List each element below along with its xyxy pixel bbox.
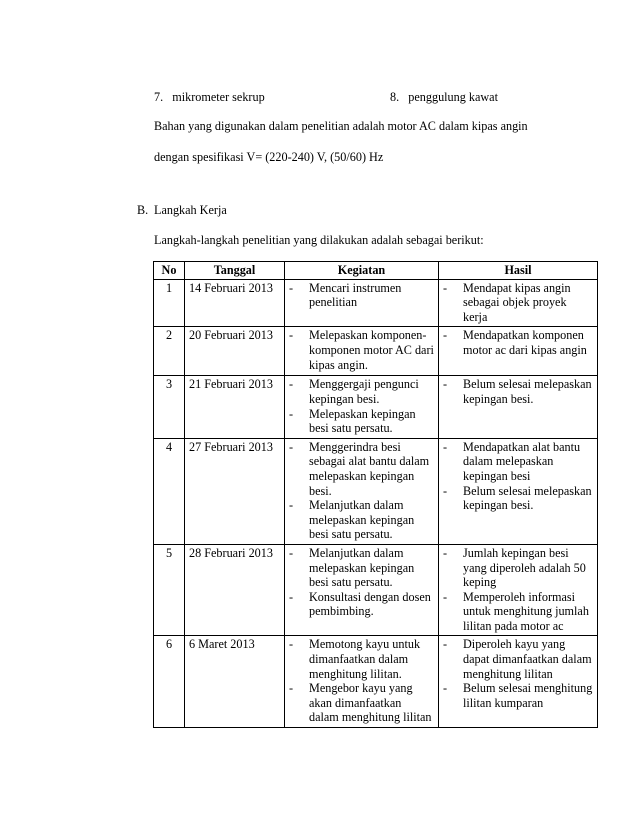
cell-date: 6 Maret 2013	[185, 636, 285, 728]
table-row	[154, 327, 598, 376]
intro-text: Langkah-langkah penelitian yang dilakukan adalah sebagai berikut:	[154, 233, 484, 247]
activity-item	[289, 281, 434, 310]
activity-item-text: Mencari instrumen penelitian	[309, 280, 402, 310]
cell-date: 14 Februari 2013	[185, 279, 285, 327]
bullet-dash: -	[289, 406, 294, 421]
activity-item-text: Melanjutkan dalam melepaskan kepingan besi satu persatu.	[309, 545, 415, 590]
tool-label: mikrometer sekrup	[172, 90, 265, 104]
cell-no: 3	[154, 376, 185, 438]
cell-no: 5	[154, 544, 185, 636]
activity-item	[289, 440, 434, 498]
activity-item	[289, 681, 434, 725]
cell-date: 27 Februari 2013	[185, 438, 285, 544]
result-item	[443, 681, 593, 710]
activity-item	[289, 328, 434, 372]
bullet-dash: -	[443, 637, 448, 652]
table-row	[154, 544, 598, 636]
materials-line: dengan spesifikasi V= (220-240) V, (50/60) Hz	[154, 150, 384, 164]
tool-number: 8.	[390, 90, 400, 104]
cell-activity	[285, 327, 439, 376]
tool-item	[390, 90, 498, 105]
cell-activity	[285, 438, 439, 544]
result-item-text: Belum selesai melepaskan kepingan besi.	[463, 377, 592, 406]
bullet-dash: -	[443, 280, 448, 295]
result-item	[443, 637, 593, 681]
cell-date: 21 Februari 2013	[185, 376, 285, 438]
result-item-text: Mendapatkan komponen motor ac dari kipas angin	[463, 328, 587, 357]
bullet-dash: -	[289, 498, 294, 513]
activity-item	[289, 637, 434, 681]
result-item-text: Memperoleh informasi untuk menghitung jumlah lilitan pada motor ac	[463, 589, 589, 633]
cell-date: 20 Februari 2013	[185, 327, 285, 376]
cell-no: 2	[154, 327, 185, 376]
cell-activity	[285, 544, 439, 636]
header-result: Hasil	[439, 262, 598, 280]
bullet-dash: -	[289, 280, 294, 295]
cell-result	[439, 376, 598, 438]
result-item	[443, 377, 593, 406]
activity-item	[289, 590, 434, 619]
cell-result	[439, 438, 598, 544]
tool-number: 7.	[154, 90, 164, 104]
header-no: No	[154, 262, 185, 280]
tools-list	[154, 90, 534, 106]
bullet-dash: -	[289, 377, 294, 392]
activity-item-text: Melanjutkan dalam melepaskan kepingan besi satu persatu.	[309, 498, 415, 542]
result-item	[443, 328, 593, 357]
table-row	[154, 438, 598, 544]
result-item	[443, 281, 593, 325]
steps-table	[153, 261, 598, 728]
header-date: Tanggal	[185, 262, 285, 280]
result-item-text: Belum selesai menghitung lilitan kumparan	[463, 681, 593, 710]
section-letter: B.	[137, 203, 149, 217]
header-activity: Kegiatan	[285, 262, 439, 280]
cell-no: 1	[154, 279, 185, 327]
table-row	[154, 636, 598, 728]
bullet-dash: -	[289, 589, 294, 604]
table-body	[154, 279, 598, 727]
materials-line: Bahan yang digunakan dalam penelitian adalah motor AC dalam kipas angin	[154, 119, 528, 133]
result-item-text: Mendapatkan alat bantu dalam melepaskan kepingan besi	[463, 439, 581, 483]
table-row	[154, 376, 598, 438]
activity-item	[289, 498, 434, 542]
cell-activity	[285, 636, 439, 728]
section-heading	[137, 203, 227, 218]
activity-item	[289, 377, 434, 406]
cell-no: 6	[154, 636, 185, 728]
result-item-text: Mendapat kipas angin sebagai objek proyek kerja	[463, 280, 571, 324]
activity-item-text: Konsultasi dengan dosen pembimbing.	[309, 589, 431, 619]
cell-result	[439, 327, 598, 376]
result-item-text: Belum selesai melepaskan kepingan besi.	[463, 483, 592, 513]
bullet-dash: -	[443, 483, 448, 498]
cell-result	[439, 636, 598, 728]
activity-item-text: Memotong kayu untuk dimanfaatkan dalam menghitung lilitan.	[309, 637, 421, 681]
tool-item	[154, 90, 265, 105]
cell-activity	[285, 279, 439, 327]
activity-item	[289, 546, 434, 590]
activity-item-text: Melepaskan komponen-komponen motor AC dari kipas angin.	[309, 328, 434, 372]
bullet-dash: -	[443, 545, 448, 560]
activity-item-text: Melepaskan kepingan besi satu persatu.	[309, 406, 416, 436]
result-item-text: Diperoleh kayu yang dapat dimanfaatkan dalam menghitung lilitan	[463, 637, 592, 681]
table-header-row	[154, 262, 598, 280]
section-title: Langkah Kerja	[154, 203, 227, 217]
cell-activity	[285, 376, 439, 438]
activity-item	[289, 407, 434, 436]
result-item	[443, 546, 593, 590]
bullet-dash: -	[443, 439, 448, 454]
result-item	[443, 590, 593, 634]
cell-no: 4	[154, 438, 185, 544]
activity-item-text: Mengebor kayu yang akan dimanfaatkan dalam menghitung lilitan	[309, 681, 432, 725]
bullet-dash: -	[289, 637, 294, 652]
bullet-dash: -	[443, 589, 448, 604]
cell-result	[439, 544, 598, 636]
tool-label: penggulung kawat	[408, 90, 498, 104]
result-item	[443, 440, 593, 484]
result-item	[443, 484, 593, 513]
result-item-text: Jumlah kepingan besi yang diperoleh adalah 50 keping	[463, 545, 586, 590]
bullet-dash: -	[289, 328, 294, 343]
bullet-dash: -	[289, 681, 294, 696]
bullet-dash: -	[289, 439, 294, 454]
cell-result	[439, 279, 598, 327]
bullet-dash: -	[443, 328, 448, 343]
table-row	[154, 279, 598, 327]
activity-item-text: Menggerindra besi sebagai alat bantu dalam melepaskan kepingan besi.	[309, 439, 430, 498]
cell-date: 28 Februari 2013	[185, 544, 285, 636]
activity-item-text: Menggergaji pengunci kepingan besi.	[309, 377, 419, 406]
bullet-dash: -	[443, 377, 448, 392]
bullet-dash: -	[443, 681, 448, 696]
bullet-dash: -	[289, 545, 294, 560]
